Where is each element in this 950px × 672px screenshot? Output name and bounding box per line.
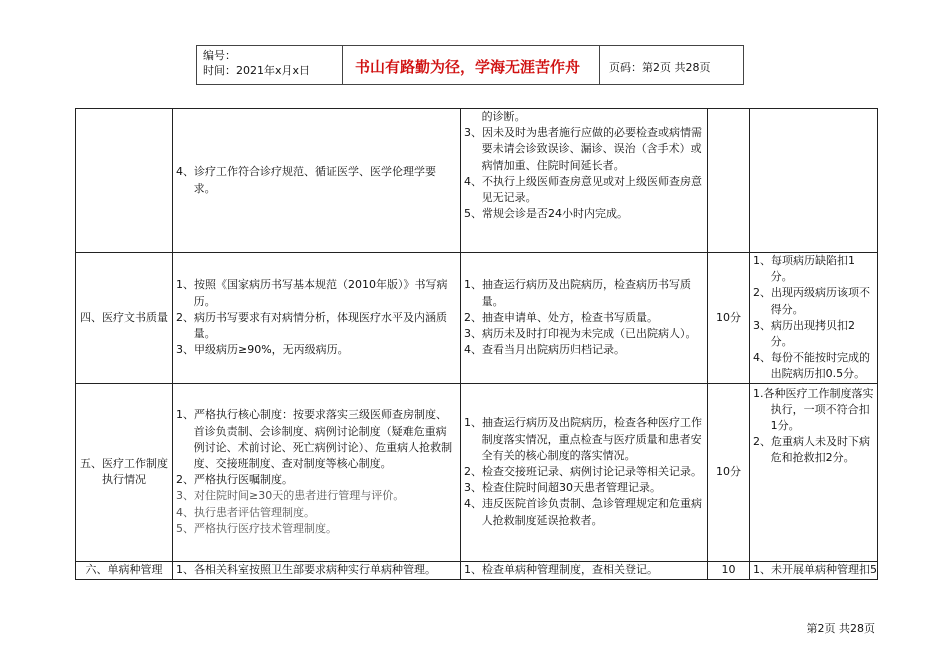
methods-cell [461,253,708,384]
method-item: 2、检查交接班记录、病例讨论记录等相关记录。 [464,465,702,479]
standards-cell [173,561,461,579]
method-item: 4、违反医院首诊负责制、急诊管理规定和危重病人抢救制度延误抢救者。 [464,497,702,527]
deduction-item: 1、每项病历缺陷扣1分。 [753,254,855,284]
method-item: 3、因未及时为患者施行应做的必要检查或病情需要未请会诊致误诊、漏诊、误治（含手术）或病情加重、住院时间延长者。 [464,126,702,172]
method-item: 3、检查住院时间超30天患者管理记录。 [464,481,661,495]
standard-item: 1、严格执行核心制度：按要求落实三级医师查房制度、首诊负责制、会诊制度、病例讨论制度（疑难危重病例讨论、术前讨论、死亡病例讨论）、危重病人抢救制度、交接班制度、查对制度等核心制度。 [176,408,453,470]
deduction-item: 2、出现丙级病历该项不得分。 [753,286,870,316]
assessment-table [75,108,878,580]
standards-cell [173,383,461,561]
standard-item: 1、按照《国家病历书写基本规范（2010年版）》书写病历。 [176,278,448,308]
methods-cell [461,561,708,579]
standard-item: 2、严格执行医嘱制度。 [176,473,293,487]
score-cell: 10 [708,561,750,579]
method-item: 5、常规会诊是否24小时内完成。 [464,207,628,221]
method-item: 1、检查单病种管理制度，查相关登记。 [464,563,658,577]
method-item: 的诊断。 [481,110,526,123]
page-header [196,45,744,85]
table-row [76,109,878,253]
deduction-item: 3、病历出现拷贝扣2分。 [753,318,855,349]
header-left [203,48,310,78]
table-row [76,561,878,579]
deduction-item: 1、未开展单病种管理扣5 [753,563,877,577]
standard-item: 3、对住院时间≥30天的患者进行管理与评价。 [176,489,405,503]
method-item: 2、抽查申请单、处方，检查书写质量。 [464,310,658,324]
category-cell: 四、医疗文书质量 [76,253,173,384]
motto: 书山有路勤为径，学海无涯苦作舟 [355,58,581,76]
deductions-cell [750,383,878,561]
standards-cell [173,253,461,384]
standards-cell [173,109,461,253]
deductions-cell [750,253,878,384]
methods-cell [461,109,708,253]
standard-item: 3、甲级病历≥90%，无丙级病历。 [176,343,349,357]
method-item: 1、抽查运行病历及出院病历，检查各种医疗工作制度落实情况，重点检查与医疗质量和患者安全有关的核心制度的落实情况。 [464,416,702,462]
category-cell [76,109,173,253]
deductions-cell [750,561,878,579]
deduction-item: 1.各种医疗工作制度落实执行，一项不符合扣1分。 [753,386,874,433]
score-cell [708,109,750,253]
category-cell: 六、单病种管理 [76,561,173,579]
standard-item: 5、严格执行医疗技术管理制度。 [176,521,337,535]
page-label: 页码：第2页 共28页 [609,61,711,74]
category-cell: 五、医疗工作制度执行情况 [76,383,173,561]
header-divider [599,46,600,84]
standard-item: 4、执行患者评估管理制度。 [176,505,315,519]
time-label: 时间：2021年x月x日 [203,64,311,77]
method-item: 1、抽查运行病历及出院病历，检查病历书写质量。 [464,278,691,308]
score-cell: 10分 [708,253,750,384]
method-item: 4、不执行上级医师查房意见或对上级医师查房意见无记录。 [464,174,702,205]
standard-item: 2、病历书写要求有对病情分析，体现医疗水平及内涵质量。 [176,310,447,340]
score-cell: 10分 [708,383,750,561]
deduction-item: 4、每份不能按时完成的出院病历扣0.5分。 [753,351,870,381]
method-item: 4、查看当月出院病历归档记录。 [464,343,625,357]
deduction-item: 2、危重病人未及时下病危和抢救扣2分。 [753,435,870,465]
page-footer: 第2页 共28页 [806,622,875,635]
methods-cell [461,383,708,561]
table-row [76,383,878,561]
deductions-cell [750,109,878,253]
method-item: 3、病历未及时打印视为未完成（已出院病人）。 [464,326,697,340]
table-row [76,253,878,384]
standard-item: 1、各相关科室按照卫生部要求病种实行单病种管理。 [176,563,436,577]
number-label: 编号： [203,49,236,62]
standard-item: 4、诊疗工作符合诊疗规范、循证医学、医学伦理学要求。 [176,165,436,195]
header-divider [342,46,343,84]
